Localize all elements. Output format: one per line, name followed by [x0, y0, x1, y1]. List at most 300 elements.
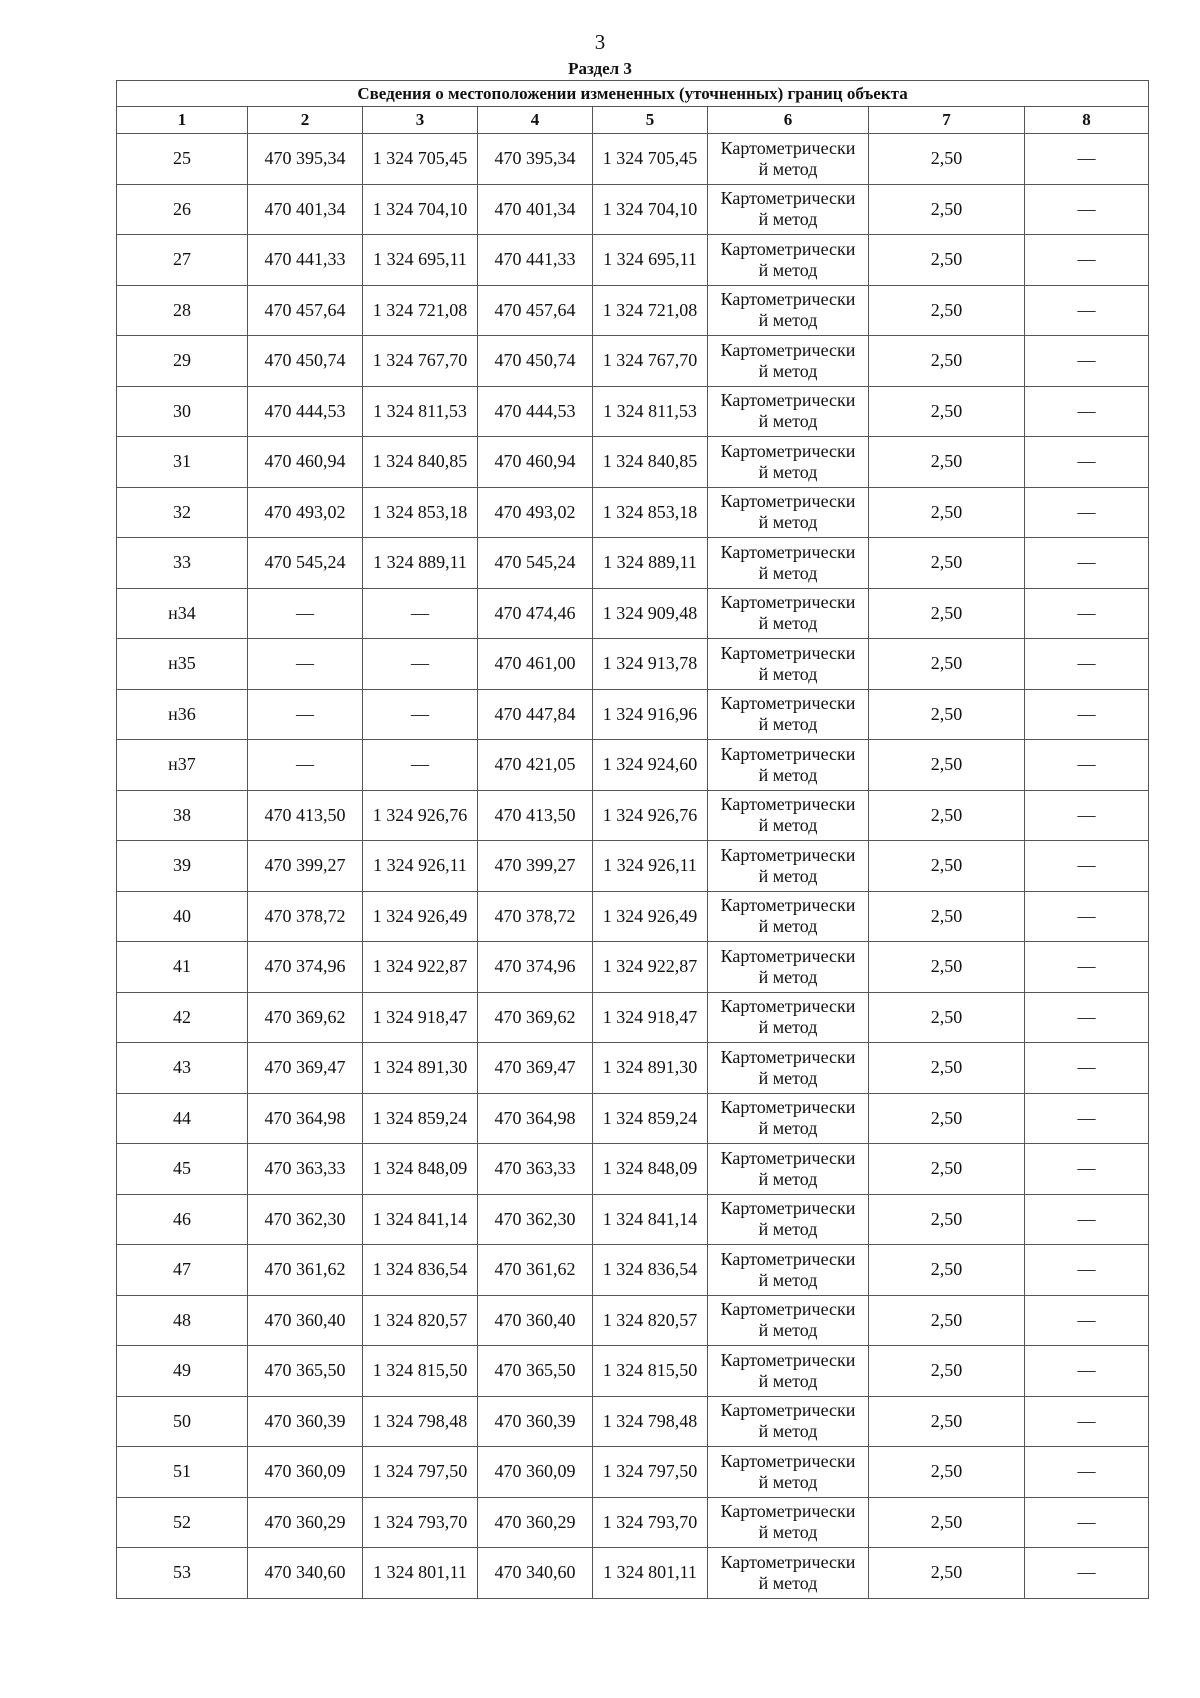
column-header-4: 4: [478, 107, 593, 134]
accuracy-cell: 2,50: [869, 1548, 1025, 1599]
table-row: [117, 790, 1149, 841]
accuracy-cell: 2,50: [869, 1396, 1025, 1447]
point-number-cell: 49: [117, 1346, 248, 1397]
y-new-cell: 1 324 811,53: [593, 386, 708, 437]
point-number-cell: 46: [117, 1194, 248, 1245]
y-new-cell: 1 324 848,09: [593, 1144, 708, 1195]
accuracy-cell: 2,50: [869, 740, 1025, 791]
method-text-line-1: Картометрически: [720, 1551, 856, 1572]
x-new-cell: 470 460,94: [478, 437, 593, 488]
point-number-cell: 38: [117, 790, 248, 841]
table-row: [117, 992, 1149, 1043]
column-8-cell: —: [1025, 1346, 1149, 1397]
table-row: [117, 689, 1149, 740]
point-number-cell: 28: [117, 285, 248, 336]
x-new-cell: 470 360,40: [478, 1295, 593, 1346]
method-text-line-2: й метод: [758, 815, 818, 836]
method-cell: [708, 134, 869, 185]
column-header-3: 3: [363, 107, 478, 134]
y-new-cell: 1 324 798,48: [593, 1396, 708, 1447]
accuracy-cell: 2,50: [869, 588, 1025, 639]
x-new-cell: 470 364,98: [478, 1093, 593, 1144]
x-new-cell: 470 378,72: [478, 891, 593, 942]
section-title: Раздел 3: [568, 59, 632, 78]
x-new-cell: 470 545,24: [478, 538, 593, 589]
column-8-cell: —: [1025, 942, 1149, 993]
method-cell: [708, 1043, 869, 1094]
column-8-cell: —: [1025, 538, 1149, 589]
point-number-cell: 52: [117, 1497, 248, 1548]
method-text-line-1: Картометрически: [720, 1501, 856, 1522]
method-text-line-1: Картометрически: [720, 1299, 856, 1320]
method-text-line-1: Картометрически: [720, 137, 856, 158]
accuracy-cell: 2,50: [869, 235, 1025, 286]
y-new-cell: 1 324 721,08: [593, 285, 708, 336]
y-old-cell: 1 324 811,53: [363, 386, 478, 437]
method-text-line-2: й метод: [758, 1572, 818, 1593]
table-row: [117, 1396, 1149, 1447]
method-text-line-1: Картометрически: [720, 1046, 856, 1067]
method-text-line-1: Картометрически: [720, 1097, 856, 1118]
point-number-cell: 31: [117, 437, 248, 488]
x-old-cell: 470 369,62: [248, 992, 363, 1043]
method-text-line-1: Картометрически: [720, 844, 856, 865]
y-new-cell: 1 324 891,30: [593, 1043, 708, 1094]
point-number-cell: 51: [117, 1447, 248, 1498]
method-text-line-2: й метод: [758, 1118, 818, 1139]
table-row: [117, 1144, 1149, 1195]
method-text-line-2: й метод: [758, 562, 818, 583]
method-text-line-2: й метод: [758, 1421, 818, 1442]
method-cell: [708, 689, 869, 740]
method-cell: [708, 588, 869, 639]
method-cell: [708, 1144, 869, 1195]
x-new-cell: 470 401,34: [478, 184, 593, 235]
point-number-cell: н34: [117, 588, 248, 639]
x-old-cell: 470 360,39: [248, 1396, 363, 1447]
x-new-cell: 470 369,62: [478, 992, 593, 1043]
x-new-cell: 470 362,30: [478, 1194, 593, 1245]
method-text-line-2: й метод: [758, 461, 818, 482]
method-cell: [708, 1346, 869, 1397]
table-row: [117, 538, 1149, 589]
x-new-cell: 470 441,33: [478, 235, 593, 286]
column-8-cell: —: [1025, 689, 1149, 740]
method-text-line-2: й метод: [758, 158, 818, 179]
x-new-cell: 470 461,00: [478, 639, 593, 690]
y-new-cell: 1 324 853,18: [593, 487, 708, 538]
x-new-cell: 470 421,05: [478, 740, 593, 791]
method-text-line-2: й метод: [758, 916, 818, 937]
y-new-cell: 1 324 840,85: [593, 437, 708, 488]
table-row: [117, 336, 1149, 387]
accuracy-cell: 2,50: [869, 1043, 1025, 1094]
column-8-cell: —: [1025, 1548, 1149, 1599]
table-row: [117, 588, 1149, 639]
table-row: [117, 487, 1149, 538]
method-text-line-2: й метод: [758, 966, 818, 987]
column-8-cell: —: [1025, 336, 1149, 387]
method-text-line-1: Картометрически: [720, 289, 856, 310]
column-8-cell: —: [1025, 134, 1149, 185]
point-number-cell: 48: [117, 1295, 248, 1346]
method-cell: [708, 487, 869, 538]
table-row: [117, 841, 1149, 892]
y-new-cell: 1 324 924,60: [593, 740, 708, 791]
x-new-cell: 470 365,50: [478, 1346, 593, 1397]
x-old-cell: 470 545,24: [248, 538, 363, 589]
column-8-cell: —: [1025, 1043, 1149, 1094]
point-number-cell: 32: [117, 487, 248, 538]
accuracy-cell: 2,50: [869, 639, 1025, 690]
column-8-cell: —: [1025, 841, 1149, 892]
y-old-cell: 1 324 926,49: [363, 891, 478, 942]
accuracy-cell: 2,50: [869, 134, 1025, 185]
table-row: [117, 437, 1149, 488]
table-row: [117, 740, 1149, 791]
accuracy-cell: 2,50: [869, 437, 1025, 488]
method-text-line-1: Картометрически: [720, 945, 856, 966]
x-old-cell: 470 360,29: [248, 1497, 363, 1548]
accuracy-cell: 2,50: [869, 1295, 1025, 1346]
y-new-cell: 1 324 815,50: [593, 1346, 708, 1397]
y-new-cell: 1 324 926,76: [593, 790, 708, 841]
point-number-cell: 40: [117, 891, 248, 942]
x-new-cell: 470 360,39: [478, 1396, 593, 1447]
method-text-line-2: й метод: [758, 1370, 818, 1391]
method-text-line-2: й метод: [758, 663, 818, 684]
x-old-cell: 470 395,34: [248, 134, 363, 185]
y-old-cell: —: [363, 689, 478, 740]
y-old-cell: 1 324 922,87: [363, 942, 478, 993]
method-text-line-2: й метод: [758, 1067, 818, 1088]
method-text-line-2: й метод: [758, 1017, 818, 1038]
x-new-cell: 470 474,46: [478, 588, 593, 639]
column-header-7: 7: [869, 107, 1025, 134]
x-old-cell: 470 361,62: [248, 1245, 363, 1296]
method-text-line-1: Картометрически: [720, 743, 856, 764]
column-8-cell: —: [1025, 437, 1149, 488]
x-new-cell: 470 361,62: [478, 1245, 593, 1296]
x-old-cell: 470 360,09: [248, 1447, 363, 1498]
method-text-line-1: Картометрически: [720, 1349, 856, 1370]
column-header-1: 1: [117, 107, 248, 134]
point-number-cell: н37: [117, 740, 248, 791]
column-header-8: 8: [1025, 107, 1149, 134]
x-old-cell: 470 399,27: [248, 841, 363, 892]
point-number-cell: 25: [117, 134, 248, 185]
table-row: [117, 1194, 1149, 1245]
y-new-cell: 1 324 922,87: [593, 942, 708, 993]
method-cell: [708, 538, 869, 589]
y-old-cell: 1 324 859,24: [363, 1093, 478, 1144]
x-new-cell: 470 395,34: [478, 134, 593, 185]
table-row: [117, 942, 1149, 993]
boundary-coordinates-table: [116, 80, 1149, 1599]
column-8-cell: —: [1025, 1194, 1149, 1245]
x-old-cell: 470 340,60: [248, 1548, 363, 1599]
column-header-2: 2: [248, 107, 363, 134]
accuracy-cell: 2,50: [869, 1497, 1025, 1548]
column-header-5: 5: [593, 107, 708, 134]
y-old-cell: 1 324 721,08: [363, 285, 478, 336]
x-new-cell: 470 374,96: [478, 942, 593, 993]
y-old-cell: 1 324 841,14: [363, 1194, 478, 1245]
x-old-cell: 470 457,64: [248, 285, 363, 336]
table-row: [117, 184, 1149, 235]
accuracy-cell: 2,50: [869, 1144, 1025, 1195]
method-cell: [708, 184, 869, 235]
method-text-line-2: й метод: [758, 613, 818, 634]
method-text-line-1: Картометрически: [720, 794, 856, 815]
method-cell: [708, 992, 869, 1043]
x-new-cell: 470 360,29: [478, 1497, 593, 1548]
y-new-cell: 1 324 820,57: [593, 1295, 708, 1346]
method-text-line-1: Картометрически: [720, 1147, 856, 1168]
y-old-cell: 1 324 767,70: [363, 336, 478, 387]
accuracy-cell: 2,50: [869, 1346, 1025, 1397]
y-old-cell: 1 324 840,85: [363, 437, 478, 488]
point-number-cell: 29: [117, 336, 248, 387]
method-text-line-2: й метод: [758, 714, 818, 735]
y-old-cell: 1 324 926,11: [363, 841, 478, 892]
method-text-line-1: Картометрически: [720, 188, 856, 209]
method-text-line-2: й метод: [758, 1522, 818, 1543]
column-8-cell: —: [1025, 487, 1149, 538]
x-old-cell: 470 444,53: [248, 386, 363, 437]
accuracy-cell: 2,50: [869, 184, 1025, 235]
table-row: [117, 1346, 1149, 1397]
table-row: [117, 639, 1149, 690]
method-text-line-1: Картометрически: [720, 238, 856, 259]
accuracy-cell: 2,50: [869, 1194, 1025, 1245]
column-8-cell: —: [1025, 1447, 1149, 1498]
x-new-cell: 470 457,64: [478, 285, 593, 336]
method-cell: [708, 841, 869, 892]
column-8-cell: —: [1025, 1144, 1149, 1195]
y-old-cell: 1 324 705,45: [363, 134, 478, 185]
y-old-cell: 1 324 853,18: [363, 487, 478, 538]
point-number-cell: 42: [117, 992, 248, 1043]
method-cell: [708, 639, 869, 690]
y-old-cell: 1 324 848,09: [363, 1144, 478, 1195]
accuracy-cell: 2,50: [869, 487, 1025, 538]
point-number-cell: н36: [117, 689, 248, 740]
method-text-line-2: й метод: [758, 1320, 818, 1341]
point-number-cell: 27: [117, 235, 248, 286]
method-text-line-1: Картометрически: [720, 592, 856, 613]
y-new-cell: 1 324 767,70: [593, 336, 708, 387]
x-old-cell: 470 378,72: [248, 891, 363, 942]
method-text-line-1: Картометрически: [720, 1400, 856, 1421]
method-text-line-2: й метод: [758, 764, 818, 785]
column-8-cell: —: [1025, 184, 1149, 235]
point-number-cell: 33: [117, 538, 248, 589]
y-old-cell: 1 324 836,54: [363, 1245, 478, 1296]
point-number-cell: 26: [117, 184, 248, 235]
method-cell: [708, 1447, 869, 1498]
x-old-cell: 470 364,98: [248, 1093, 363, 1144]
table-row: [117, 1043, 1149, 1094]
point-number-cell: 47: [117, 1245, 248, 1296]
method-cell: [708, 386, 869, 437]
x-new-cell: 470 399,27: [478, 841, 593, 892]
accuracy-cell: 2,50: [869, 336, 1025, 387]
accuracy-cell: 2,50: [869, 841, 1025, 892]
table-row: [117, 1548, 1149, 1599]
method-text-line-2: й метод: [758, 865, 818, 886]
column-8-cell: —: [1025, 1396, 1149, 1447]
column-8-cell: —: [1025, 285, 1149, 336]
y-new-cell: 1 324 926,11: [593, 841, 708, 892]
method-text-line-2: й метод: [758, 360, 818, 381]
x-old-cell: —: [248, 740, 363, 791]
x-old-cell: 470 362,30: [248, 1194, 363, 1245]
table-row: [117, 134, 1149, 185]
y-old-cell: 1 324 891,30: [363, 1043, 478, 1094]
method-text-line-2: й метод: [758, 310, 818, 331]
accuracy-cell: 2,50: [869, 1245, 1025, 1296]
table-row: [117, 1447, 1149, 1498]
method-cell: [708, 1093, 869, 1144]
method-text-line-2: й метод: [758, 1168, 818, 1189]
y-new-cell: 1 324 793,70: [593, 1497, 708, 1548]
y-new-cell: 1 324 705,45: [593, 134, 708, 185]
accuracy-cell: 2,50: [869, 992, 1025, 1043]
method-text-line-2: й метод: [758, 1219, 818, 1240]
column-8-cell: —: [1025, 891, 1149, 942]
column-header-6: 6: [708, 107, 869, 134]
y-new-cell: 1 324 859,24: [593, 1093, 708, 1144]
accuracy-cell: 2,50: [869, 689, 1025, 740]
method-cell: [708, 740, 869, 791]
method-text-line-1: Картометрически: [720, 1450, 856, 1471]
table-row: [117, 235, 1149, 286]
method-cell: [708, 235, 869, 286]
point-number-cell: 50: [117, 1396, 248, 1447]
x-old-cell: 470 374,96: [248, 942, 363, 993]
y-new-cell: 1 324 801,11: [593, 1548, 708, 1599]
accuracy-cell: 2,50: [869, 942, 1025, 993]
x-old-cell: 470 493,02: [248, 487, 363, 538]
x-new-cell: 470 360,09: [478, 1447, 593, 1498]
y-old-cell: 1 324 889,11: [363, 538, 478, 589]
method-text-line-1: Картометрически: [720, 390, 856, 411]
x-old-cell: 470 401,34: [248, 184, 363, 235]
x-new-cell: 470 444,53: [478, 386, 593, 437]
y-old-cell: —: [363, 639, 478, 690]
column-8-cell: —: [1025, 1093, 1149, 1144]
method-text-line-1: Картометрически: [720, 1248, 856, 1269]
method-text-line-1: Картометрически: [720, 440, 856, 461]
table-row: [117, 1497, 1149, 1548]
x-new-cell: 470 369,47: [478, 1043, 593, 1094]
method-text-line-1: Картометрически: [720, 1198, 856, 1219]
page-number: 3: [594, 30, 606, 54]
method-cell: [708, 1497, 869, 1548]
y-old-cell: 1 324 704,10: [363, 184, 478, 235]
table-caption: Сведения о местоположении измененных (уточненных) границ объекта: [117, 81, 1149, 107]
method-text-line-1: Картометрически: [720, 996, 856, 1017]
point-number-cell: 45: [117, 1144, 248, 1195]
y-old-cell: 1 324 918,47: [363, 992, 478, 1043]
method-cell: [708, 1295, 869, 1346]
accuracy-cell: 2,50: [869, 538, 1025, 589]
table-row: [117, 1295, 1149, 1346]
x-old-cell: 470 360,40: [248, 1295, 363, 1346]
column-8-cell: —: [1025, 1245, 1149, 1296]
method-text-line-2: й метод: [758, 512, 818, 533]
y-old-cell: 1 324 820,57: [363, 1295, 478, 1346]
method-cell: [708, 285, 869, 336]
point-number-cell: 39: [117, 841, 248, 892]
x-old-cell: —: [248, 689, 363, 740]
method-text-line-1: Картометрически: [720, 642, 856, 663]
column-8-cell: —: [1025, 992, 1149, 1043]
point-number-cell: 30: [117, 386, 248, 437]
column-8-cell: —: [1025, 588, 1149, 639]
x-old-cell: 470 363,33: [248, 1144, 363, 1195]
column-8-cell: —: [1025, 639, 1149, 690]
y-old-cell: —: [363, 740, 478, 791]
method-text-line-2: й метод: [758, 411, 818, 432]
x-old-cell: —: [248, 588, 363, 639]
y-old-cell: 1 324 793,70: [363, 1497, 478, 1548]
method-cell: [708, 336, 869, 387]
x-old-cell: —: [248, 639, 363, 690]
table-row: [117, 1093, 1149, 1144]
method-text-line-1: Картометрически: [720, 339, 856, 360]
column-8-cell: —: [1025, 740, 1149, 791]
x-new-cell: 470 493,02: [478, 487, 593, 538]
y-old-cell: 1 324 801,11: [363, 1548, 478, 1599]
point-number-cell: 43: [117, 1043, 248, 1094]
method-text-line-2: й метод: [758, 1269, 818, 1290]
point-number-cell: 44: [117, 1093, 248, 1144]
method-text-line-2: й метод: [758, 259, 818, 280]
point-number-cell: 41: [117, 942, 248, 993]
column-8-cell: —: [1025, 790, 1149, 841]
accuracy-cell: 2,50: [869, 891, 1025, 942]
method-text-line-1: Картометрически: [720, 541, 856, 562]
method-text-line-1: Картометрически: [720, 693, 856, 714]
y-new-cell: 1 324 909,48: [593, 588, 708, 639]
y-old-cell: 1 324 815,50: [363, 1346, 478, 1397]
y-new-cell: 1 324 704,10: [593, 184, 708, 235]
table-row: [117, 386, 1149, 437]
column-8-cell: —: [1025, 1295, 1149, 1346]
method-cell: [708, 1194, 869, 1245]
method-cell: [708, 790, 869, 841]
accuracy-cell: 2,50: [869, 285, 1025, 336]
x-old-cell: 470 413,50: [248, 790, 363, 841]
y-old-cell: 1 324 695,11: [363, 235, 478, 286]
x-new-cell: 470 447,84: [478, 689, 593, 740]
x-new-cell: 470 340,60: [478, 1548, 593, 1599]
y-new-cell: 1 324 889,11: [593, 538, 708, 589]
x-old-cell: 470 369,47: [248, 1043, 363, 1094]
x-old-cell: 470 460,94: [248, 437, 363, 488]
y-new-cell: 1 324 918,47: [593, 992, 708, 1043]
y-old-cell: 1 324 926,76: [363, 790, 478, 841]
y-new-cell: 1 324 926,49: [593, 891, 708, 942]
method-text-line-1: Картометрически: [720, 895, 856, 916]
method-cell: [708, 891, 869, 942]
x-old-cell: 470 365,50: [248, 1346, 363, 1397]
x-new-cell: 470 450,74: [478, 336, 593, 387]
x-new-cell: 470 413,50: [478, 790, 593, 841]
method-cell: [708, 437, 869, 488]
